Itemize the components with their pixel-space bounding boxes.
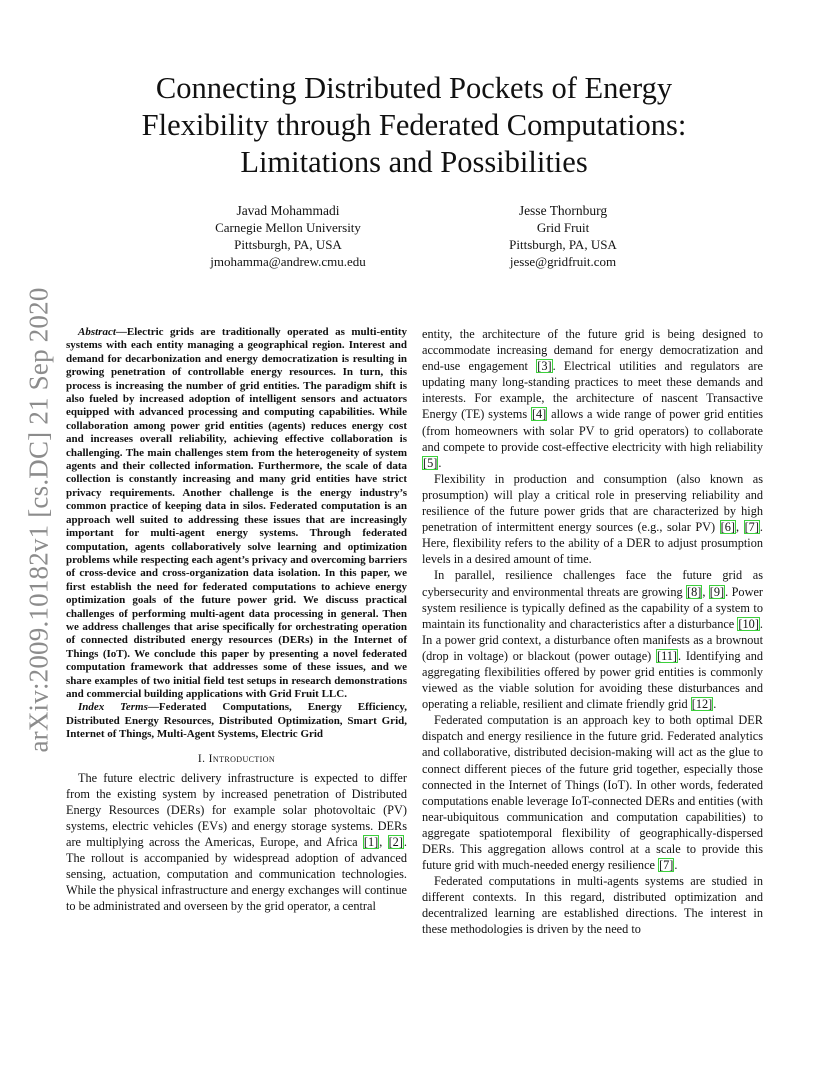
paragraph-text: . The rollout is accompanied by widespread adoption of advanced sensing, actuation, computation and communication technologies. While the physical infrastructure and energy exchanges will continue to be administrated and overseen by the grid operator, a central	[66, 835, 407, 914]
citation-link[interactable]: [4]	[531, 407, 547, 422]
paragraph-text: . In a power grid context, a disturbance often manifests as a brownout (drop in voltage) or blackout (power outage)	[422, 616, 763, 663]
paragraph-text: Federated computations in multi-agents systems are studied in different contexts. In this regard, distributed optimization and decentralized learning are established directions. The interest in these methodologies is driven by the need to	[422, 874, 763, 937]
paragraph-text: allows a wide range of power grid entities (from homeowners with solar PV to grid operators) to collaborate and compete to provide cost-effective electricity with high reliability	[422, 407, 763, 454]
author-block-2	[463, 202, 663, 270]
citation-link[interactable]: [3]	[537, 359, 552, 374]
author-affiliation: Carnegie Mellon University	[215, 220, 361, 235]
citation-link[interactable]: [5]	[423, 455, 438, 470]
paper-title	[70, 70, 758, 181]
author-affiliation: Grid Fruit	[536, 220, 590, 235]
paragraph-text: entity, the architecture of the future grid is being designed to accommodate increasing demand for energy democratization and end-use engagement	[422, 327, 763, 374]
body-paragraph	[422, 326, 763, 471]
paragraph-text: Federated computation is an approach key to both optimal DER dispatch and energy resilience in the future grid. Federated analytics and collaborative, distributed decision-making will act as the glue to connect different pieces of the future grid together, especially those connected in the Internet of Things (IoT). In other words, federated computations enable leverage IoT-connected DERs and entities (with near-ubiquitous communication and computation capabilities) to aggregate spatiotemporal flexibility of geographically-dispersed DERs. This aggregation allows control at a scale to provide this future grid with much-needed energy resilience	[422, 713, 763, 873]
paragraph-text: . Electrical utilities and regulators are updating many long-standing practices to meet these demands and interests. For example, the architecture of nascent Transactive Energy (TE) systems	[422, 359, 763, 422]
intro-paragraph	[66, 770, 407, 915]
citation-link[interactable]: [1]	[363, 835, 379, 850]
section-heading: I. Introduction	[197, 752, 276, 765]
abstract-label: Abstract	[78, 326, 116, 338]
paragraph-text: ,	[702, 584, 709, 599]
author-name: Jesse Thornburg	[518, 203, 608, 218]
index-terms-label: Index Terms	[78, 701, 148, 714]
citation-link[interactable]: [6]	[720, 520, 735, 535]
paragraph-text: .	[438, 455, 442, 470]
citation-link[interactable]: [12]	[691, 697, 713, 712]
title-line: Limitations and Possibilities	[240, 145, 588, 179]
paragraph-text: . Identifying and aggregating flexibilities offered by power grid entities is commonly viewed as the viable solution for avoiding these disturbances and operating a reliable, resilient and climate friendly grid	[422, 648, 763, 712]
citation-link[interactable]: [10]	[738, 616, 759, 631]
arxiv-identifier: arXiv:2009.10182v1 [cs.DC] 21 Sep 2020	[23, 287, 54, 753]
author-email: jesse@gridfruit.com	[509, 254, 617, 269]
index-terms	[66, 701, 407, 741]
author-name: Javad Mohammadi	[236, 203, 340, 218]
paragraph-text: ,	[379, 835, 388, 850]
body-paragraph	[422, 471, 763, 568]
citation-link[interactable]: [7]	[744, 520, 759, 535]
paragraph-text: The future electric delivery infrastructure is expected to differ from the existing system by increased penetration of Distributed Energy Resources (DERs) for example solar photovoltaic (PV) systems, electric vehicles (EVs) and energy storage systems. DERs are multiplying across the Americas, Europe, and Africa	[66, 770, 407, 850]
author-block-1	[188, 202, 388, 270]
right-column	[422, 326, 763, 938]
arxiv-sidebar-stamp	[14, 285, 64, 755]
author-location: Pittsburgh, PA, USA	[509, 237, 617, 252]
body-paragraph	[422, 567, 763, 712]
abstract-text: —Electric grids are traditionally operated as multi-entity systems with each entity managing a geographical region. Interest and demand for decarbonization and energy democratization is resulting in growing penetration of controllable energy resources. In turn, this process is increasing the number of grid entities. The paradigm shift is also fueled by increased adoption of intelligent sensors and actuators equipped with advanced processing and computing capabilities. While collaboration among power grid entities (agents) reduces energy cost and increases overall reliability, achieving effective collaboration is challenging. The main challenges stem from the heterogeneity of system agents and their collected information. Furthermore, the scale of data collection is constantly increasing and many grid entities have strict privacy requirements. Another challenge is the energy industry’s common practice of keeping data in silos. Federated computation is an approach well suited to addressing these issues that are increasingly important for multi-agent energy systems. Through federated computation, agents collaboratively solve learning and optimization problems while respecting each agent’s privacy and overcoming barriers of cross-device and cross-organization data isolation. In this paper, we first establish the need for federated computations to achieve energy optimization goals of the future power grid. We discuss practical challenges of performing multi-agent data processing in general. Then we address challenges that arise specifically for orchestrating operation of connected distributed energy resources (DERs) in the Internet of Things (IoT). We conclude this paper by presenting a novel federated computation framework that addresses some of these issues, and we share examples of two initial field test setups in research demonstrations and commercial building applications with Grid Fruit LLC.	[66, 326, 407, 700]
paragraph-text: . Here, flexibility refers to the ability of a DER to adjust prosumption levels in a desired amount of time.	[422, 520, 763, 567]
paragraph-text: .	[674, 858, 678, 873]
left-column	[66, 326, 407, 915]
body-paragraph	[422, 712, 763, 873]
author-location: Pittsburgh, PA, USA	[234, 237, 342, 252]
paragraph-text: In parallel, resilience challenges face the future grid as cybersecurity and environmental threats are growing	[422, 568, 763, 599]
body-paragraph	[422, 873, 763, 937]
title-line: Connecting Distributed Pockets of Energy	[155, 71, 673, 105]
paragraph-text: . Power system resilience is typically defined as the capability of a system to maintain its functionality and characteristics after a disturbance	[422, 584, 764, 631]
citation-link[interactable]: [11]	[657, 648, 678, 663]
abstract	[66, 326, 407, 701]
citation-link[interactable]: [8]	[687, 584, 702, 599]
author-email: jmohamma@andrew.cmu.edu	[210, 254, 366, 269]
citation-link[interactable]: [2]	[388, 835, 403, 850]
index-terms-text: —Federated Computations, Energy Efficiency, Distributed Energy Resources, Distributed Optimization, Smart Grid, Internet of Things, Multi-Agent Systems, Electric Grid	[66, 701, 407, 741]
paragraph-text: Flexibility in production and consumption (also known as prosumption) will play a critical role in preserving reliability and resilience of the future power grids that are characterized by high penetration of intermittent energy sources (e.g., solar PV)	[422, 471, 763, 535]
paragraph-text: .	[713, 697, 717, 712]
citation-link[interactable]: [9]	[709, 584, 725, 599]
paragraph-text: ,	[736, 520, 744, 535]
citation-link[interactable]: [7]	[659, 858, 674, 873]
title-line: Flexibility through Federated Computations:	[141, 108, 687, 142]
